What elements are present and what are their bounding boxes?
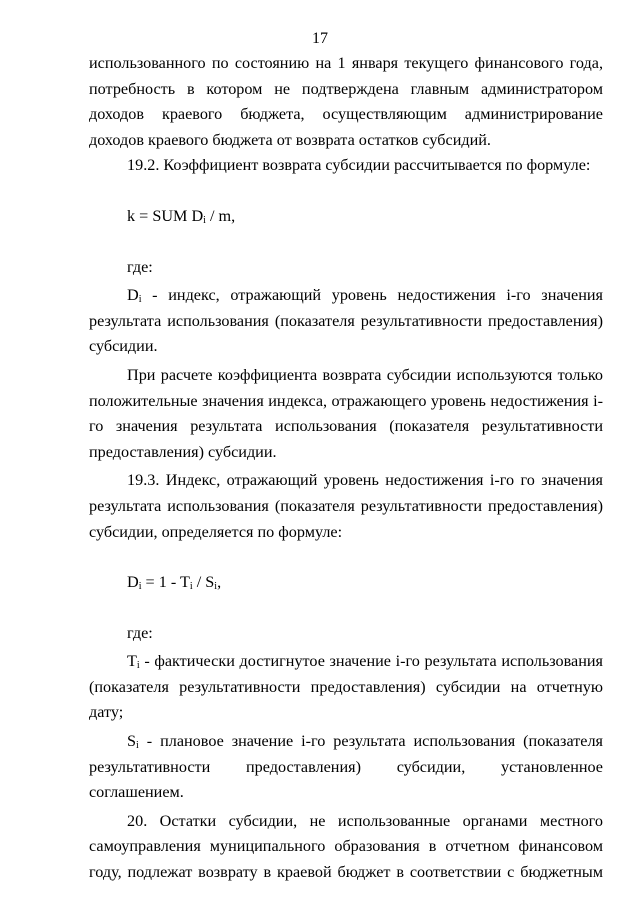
document-body xyxy=(89,51,603,886)
formula-k-end: / m, xyxy=(205,206,236,225)
paragraph-positive-values: При расчете коэффициента возврата субсидии используются только положительные значения индекса, отражающего уровень недостижения i-го значения результата использования (показателя результативности предоставления) субсидии. xyxy=(89,365,603,461)
where-label-2: где: xyxy=(127,623,153,642)
formula-end: , xyxy=(217,573,222,592)
definition-s-subscript: i xyxy=(136,740,139,752)
definition-t-symbol: T xyxy=(127,652,137,671)
paragraph-20: 20. Остатки субсидии, не использованные органами местного самоуправления муниципального образования в отчетном финансовом году, подлежат возврату в краевой бюджет в соответствии с бюджетным xyxy=(89,811,603,882)
definition-d-text: - индекс, отражающий уровень недостижения i-го значения результата использования (показателя результативности предоставления) субсидии. xyxy=(89,286,603,356)
formula-index xyxy=(89,570,603,596)
definition-t xyxy=(89,649,603,726)
spacer xyxy=(89,230,603,255)
definition-s xyxy=(89,729,603,806)
page-number: 17 xyxy=(312,30,328,47)
formula-s: / S xyxy=(192,573,215,592)
formula-d-subscript: i xyxy=(138,581,142,593)
formula-t-subscript: i xyxy=(189,581,193,593)
definition-t-subscript: i xyxy=(136,660,140,672)
formula-coefficient xyxy=(89,204,603,230)
formula-s-subscript: i xyxy=(214,581,218,593)
definition-d xyxy=(89,283,603,360)
definition-s-symbol: S xyxy=(127,732,137,751)
spacer xyxy=(89,596,603,621)
spacer xyxy=(89,179,603,204)
definition-d-symbol: D xyxy=(127,286,139,305)
definition-s-text: - плановое значение i-го результата использования (показателя результативности предоставления) субсидии, установленное соглашением. xyxy=(89,732,603,802)
formula-k-subscript: i xyxy=(203,214,206,226)
spacer xyxy=(89,545,603,570)
formula-t: = 1 - T xyxy=(141,573,190,592)
definition-t-text: - фактически достигнутое значение i-го результата использования (показателя результативности предоставления) субсидии на отчетную дату; xyxy=(89,652,603,722)
paragraph-continuation: использованного по состоянию на 1 января текущего финансового года, потребность в котором не подтверждена главным администратором доходов краевого бюджета, осуществляющим администрирование доходов краевого бюджета от возврата остатков субсидий. xyxy=(89,54,603,149)
paragraph-19-3: 19.3. Индекс, отражающий уровень недостижения i-го го значения результата использования (показателя результативности предоставления) субсидии, определяется по формуле: xyxy=(89,471,603,541)
paragraph-19-2: 19.2. Коэффициент возврата субсидии рассчитывается по формуле: xyxy=(127,156,591,175)
where-label-1: где: xyxy=(127,257,153,276)
formula-k-part: k = SUM D xyxy=(127,206,204,225)
definition-d-subscript: i xyxy=(138,294,142,306)
formula-d: D xyxy=(127,573,139,592)
